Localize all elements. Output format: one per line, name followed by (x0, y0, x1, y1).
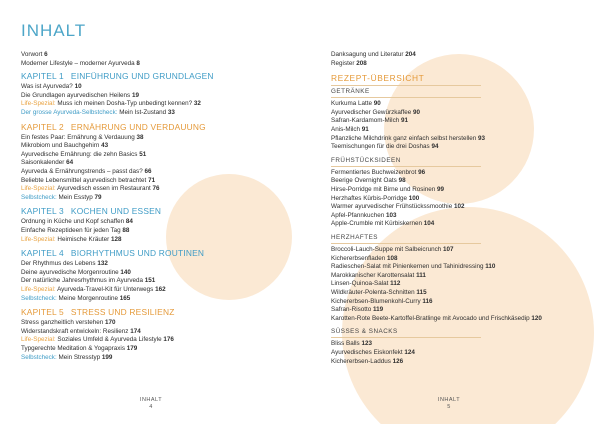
intro-entry-page: 8 (136, 59, 140, 67)
toc-entry (21, 336, 174, 344)
toc-entry-page: 71 (148, 176, 156, 184)
recipe-entry-page: 115 (416, 289, 427, 296)
toc-entry-page: 140 (120, 268, 131, 276)
toc-entry (21, 177, 155, 185)
recipe-entry (331, 203, 464, 211)
divider (331, 85, 481, 86)
recipe-entry-page: 98 (398, 177, 406, 185)
recipe-entry-text: Safran-Kardamom-Milch (331, 117, 400, 125)
recipe-entry-text: Linsen-Quinoa-Salat (331, 280, 389, 288)
toc-entry-page: 38 (136, 133, 144, 141)
toc-entry-page: 84 (125, 218, 133, 226)
decorative-circle-left (166, 174, 292, 300)
recipe-overview-title: REZEPT-ÜBERSICHT (331, 73, 425, 84)
recipe-entry-page: 91 (361, 126, 369, 133)
toc-entry (21, 345, 137, 353)
toc-entry (21, 151, 146, 159)
recipe-entry-text: Apple-Crumble mit Kürbiskernen (331, 220, 422, 228)
recipe-entry-text: Broccoli-Lauch-Suppe mit Salbeicrunch (331, 246, 442, 253)
toc-entry (21, 286, 166, 294)
footer-left-page: 4 (149, 404, 153, 410)
chapter-number: KAPITEL 2 (21, 121, 64, 132)
recipe-entry-text: Apfel-Pfannkuchen (331, 211, 385, 219)
toc-entry (21, 260, 108, 268)
toc-entry-page: 179 (126, 345, 138, 352)
intro-entry-text: Danksagung und Literatur (331, 51, 404, 58)
recipe-entry-page: 90 (373, 100, 381, 108)
toc-entry-text: Einfache Rezeptideen für jeden Tag (21, 227, 121, 234)
toc-entry (21, 100, 201, 108)
recipe-entry-page: 96 (418, 168, 426, 176)
chapter-name: BIORHYTHMUS UND ROUTINEN (70, 248, 205, 259)
toc-entry-label: Life-Spezial: (21, 235, 56, 243)
intro-entry-text: Register (331, 59, 355, 67)
recipe-entry (331, 263, 495, 271)
recipe-entry-page: 123 (361, 340, 372, 348)
recipe-entry (331, 246, 454, 254)
toc-entry-page: 88 (122, 227, 130, 234)
recipe-entry-text: Bliss Balls (331, 340, 360, 348)
chapter-number: KAPITEL 5 (21, 307, 64, 318)
toc-entry-page: 199 (101, 353, 113, 361)
recipe-entry-text: Wildkräuter-Polenta-Schnitten (331, 289, 415, 296)
recipe-entry-text: Radieschen-Salat mit Pinienkernen und Tahinidressing (331, 263, 484, 271)
toc-entry-text: Deine ayurvedische Morgenroutine (21, 268, 119, 276)
recipe-entry-page: 90 (413, 108, 421, 116)
recipe-entry-page: 111 (416, 271, 426, 279)
chapter-heading (21, 206, 161, 216)
toc-entry-text: Ayurveda-Travel-Kit für Unterwegs (57, 286, 154, 293)
recipe-entry-page: 120 (531, 314, 542, 322)
toc-entry-page: 76 (152, 185, 160, 193)
toc-entry (21, 92, 139, 100)
chapter-name: EINFÜHRUNG UND GRUNDLAGEN (70, 71, 214, 82)
recipe-entry (331, 349, 415, 357)
toc-entry-text: Soziales Umfeld & Ayurveda Lifestyle (57, 336, 162, 344)
recipe-section-title: FRÜHSTÜCKSIDEEN (331, 156, 401, 164)
toc-entry-page: 174 (130, 327, 141, 335)
recipe-entry-page: 91 (401, 117, 409, 125)
recipe-entry-page: 107 (443, 246, 454, 253)
toc-entry-text: Saisonkalender (21, 159, 65, 167)
recipe-entry-text: Pflanzliche Milchdrink ganz einfach selbst herstellen (331, 134, 477, 142)
intro-entry-text: Vorwort (21, 51, 43, 58)
toc-entry-label: Life-Spezial: (21, 100, 56, 108)
toc-entry-text: Ein festes Paar: Ernährung & Verdauung (21, 133, 135, 141)
toc-entry-text: Beliebte Lebensmittel ayurvedisch betrachtet (21, 176, 147, 184)
toc-entry-text: Typgerechte Meditation & Yogapraxis (21, 345, 125, 352)
recipe-entry-page: 100 (408, 194, 420, 202)
recipe-entry-page: 93 (478, 134, 486, 142)
recipe-entry (331, 169, 425, 177)
toc-entry-page: 165 (119, 294, 131, 302)
recipe-entry-page: 119 (373, 306, 384, 314)
toc-entry (21, 354, 112, 362)
recipe-entry (331, 126, 369, 134)
toc-entry-text: Die Grundlagen ayurvedischen Heilens (21, 91, 131, 99)
toc-entry (21, 295, 130, 303)
toc-entry-text: Mein Esstyp (58, 193, 93, 201)
toc-entry-text: Widerstandskraft entwickeln: Resilienz (21, 327, 129, 335)
intro-entry-page: 208 (356, 59, 367, 67)
toc-entry-page: 19 (131, 91, 139, 99)
recipe-entry (331, 306, 383, 314)
recipe-entry (331, 298, 433, 306)
toc-entry (21, 277, 155, 285)
toc-entry (21, 185, 160, 193)
toc-entry (21, 142, 108, 150)
toc-entry-label: Life-Spezial: (21, 336, 56, 344)
toc-entry-page: 66 (144, 168, 152, 175)
recipe-entry-text: Kichererbsenfladen (331, 254, 386, 262)
intro-entry-page: 204 (405, 51, 416, 58)
recipe-entry (331, 315, 542, 323)
recipe-entry (331, 280, 400, 288)
intro-entry (331, 60, 367, 68)
toc-entry-page: 151 (144, 277, 156, 285)
recipe-entry (331, 212, 396, 220)
recipe-entry (331, 220, 434, 228)
recipe-entry-page: 104 (423, 220, 435, 228)
toc-entry-text: Mein Ist-Zustand (119, 109, 167, 116)
toc-entry-page: 79 (94, 193, 102, 201)
intro-entry (21, 51, 48, 59)
toc-entry (21, 227, 129, 235)
recipe-section-title: SÜSSES & SNACKS (331, 328, 398, 336)
chapter-number: KAPITEL 4 (21, 248, 64, 259)
toc-entry (21, 83, 82, 91)
recipe-entry (331, 100, 381, 108)
intro-entry-text: Moderner Lifestyle – moderner Ayurveda (21, 59, 135, 67)
intro-entry (21, 60, 140, 68)
recipe-entry-text: Kichererbsen-Laddus (331, 357, 391, 365)
chapter-name: KOCHEN UND ESSEN (70, 206, 162, 217)
toc-entry-page: 64 (66, 159, 74, 167)
chapter-name: STRESS UND RESILIENZ (70, 307, 175, 318)
recipe-entry (331, 177, 406, 185)
footer-left-label: INHALT (139, 397, 163, 403)
recipe-entry (331, 195, 419, 203)
toc-entry (21, 328, 141, 336)
toc-entry-page: 43 (101, 142, 109, 150)
toc-entry-text: Ayurvedische Ernährung: die zehn Basics (21, 150, 138, 158)
recipe-entry-text: Warmer ayurvedischer Frühstückssmoothie (331, 203, 453, 211)
recipe-entry-page: 108 (387, 254, 398, 262)
recipe-entry-text: Ayurvedisches Eiskonfekt (331, 349, 403, 356)
recipe-section-title: HERZHAFTES (331, 234, 378, 241)
toc-entry (21, 194, 102, 202)
toc-entry-text: Ordnung in Küche und Kopf schaffen (21, 218, 125, 226)
footer-left (136, 397, 166, 411)
divider (331, 243, 481, 244)
footer-right (434, 397, 464, 411)
recipe-entry-page: 116 (422, 297, 433, 305)
recipe-entry-text: Kurkuma Latte (331, 100, 372, 108)
toc-entry (21, 134, 144, 142)
toc-entry-label: Der grosse Ayurveda-Selbstcheck: (21, 109, 118, 116)
footer-right-page: 5 (447, 404, 451, 410)
recipe-entry (331, 117, 408, 125)
recipe-entry-text: Anis-Milch (331, 126, 361, 133)
toc-entry-text: Der natürliche Jahresrhythmus im Ayurveda (21, 277, 144, 285)
toc-entry-page: 32 (193, 100, 201, 108)
recipe-entry-page: 124 (404, 349, 415, 356)
chapter-heading (21, 122, 206, 132)
toc-entry-text: Meine Morgenroutine (58, 294, 118, 302)
toc-entry-text: Mein Stresstyp (58, 353, 101, 361)
toc-entry-label: Selbstcheck: (21, 294, 57, 302)
toc-entry-page: 33 (167, 109, 175, 116)
toc-entry-page: 176 (163, 336, 174, 344)
toc-entry (21, 168, 151, 176)
toc-entry-label: Life-Spezial: (21, 286, 56, 293)
recipe-entry-text: Safran-Risotto (331, 306, 372, 314)
recipe-entry (331, 255, 398, 263)
toc-entry (21, 218, 133, 226)
toc-entry-text: Mikrobiom und Bauchgehirn (21, 142, 100, 150)
recipe-entry-text: Herzhaftes Kürbis-Porridge (331, 194, 407, 202)
recipe-entry-page: 99 (437, 186, 445, 193)
toc-entry (21, 319, 116, 327)
recipe-entry-text: Marokkanischer Karottensalat (331, 271, 415, 279)
toc-entry-text: Der Rhythmus des Lebens (21, 260, 96, 268)
chapter-heading (21, 248, 204, 258)
recipe-entry (331, 358, 403, 366)
chapter-name: ERNÄHRUNG UND VERDAUUNG (70, 121, 206, 132)
recipe-entry-text: Ayurvedischer Gewürzkaffee (331, 108, 412, 116)
toc-entry-text: Heimische Kräuter (57, 235, 110, 243)
toc-entry-text: Ayurveda & Ernährungstrends – passt das? (21, 168, 143, 175)
toc-entry-page: 10 (74, 83, 82, 91)
recipe-entry-text: Teemischungen für die drei Doshas (331, 143, 430, 151)
toc-entry-page: 162 (155, 286, 166, 293)
recipe-entry (331, 109, 420, 117)
recipe-entry-page: 102 (453, 203, 465, 211)
recipe-entry-text: Karotten-Rote Beete-Kartoffel-Bratlinge mit Avocado und Frischkäsedip (331, 314, 530, 322)
recipe-entry (331, 289, 427, 297)
toc-entry-text: Stress ganzheitlich verstehen (21, 319, 104, 327)
toc-entry (21, 236, 121, 244)
toc-entry-label: Life-Spezial: (21, 185, 56, 193)
toc-entry-page: 51 (139, 150, 147, 158)
chapter-heading (21, 71, 214, 81)
recipe-entry (331, 143, 438, 151)
toc-entry-page: 132 (97, 260, 108, 268)
divider (331, 337, 481, 338)
chapter-heading (21, 307, 175, 317)
recipe-entry-text: Kichererbsen-Blumenkohl-Curry (331, 297, 421, 305)
toc-entry-text: Was ist Ayurveda? (21, 83, 73, 91)
page-title: INHALT (21, 21, 87, 40)
toc-entry-label: Selbstcheck: (21, 193, 57, 201)
chapter-number: KAPITEL 3 (21, 206, 64, 217)
intro-entry-page: 6 (44, 51, 48, 58)
toc-entry (21, 269, 131, 277)
recipe-entry (331, 135, 485, 143)
recipe-section-title: GETRÄNKE (331, 88, 370, 96)
toc-entry (21, 159, 73, 167)
toc-entry-page: 170 (105, 319, 116, 327)
recipe-entry-page: 126 (392, 357, 404, 365)
recipe-entry-page: 110 (485, 263, 496, 271)
divider (331, 166, 481, 167)
recipe-entry-page: 94 (431, 143, 439, 151)
recipe-entry (331, 272, 426, 280)
recipe-entry-text: Hirse-Porridge mit Birne und Rosinen (331, 186, 436, 193)
divider (331, 97, 481, 98)
intro-entry (331, 51, 416, 59)
toc-entry-page: 128 (110, 235, 122, 243)
recipe-entry-page: 103 (385, 211, 397, 219)
recipe-entry-page: 112 (390, 280, 401, 288)
toc-entry-text: Ayurvedisch essen im Restaurant (57, 185, 151, 193)
recipe-entry-text: Beerige Overnight Oats (331, 177, 397, 185)
footer-right-label: INHALT (437, 397, 461, 403)
toc-entry (21, 109, 175, 117)
chapter-number: KAPITEL 1 (21, 71, 64, 82)
recipe-entry (331, 186, 444, 194)
toc-entry-label: Selbstcheck: (21, 353, 57, 361)
toc-entry-text: Muss ich meinen Dosha-Typ unbedingt kennen? (57, 100, 193, 108)
recipe-entry (331, 340, 372, 348)
recipe-entry-text: Fermentiertes Buchweizenbrot (331, 168, 417, 176)
